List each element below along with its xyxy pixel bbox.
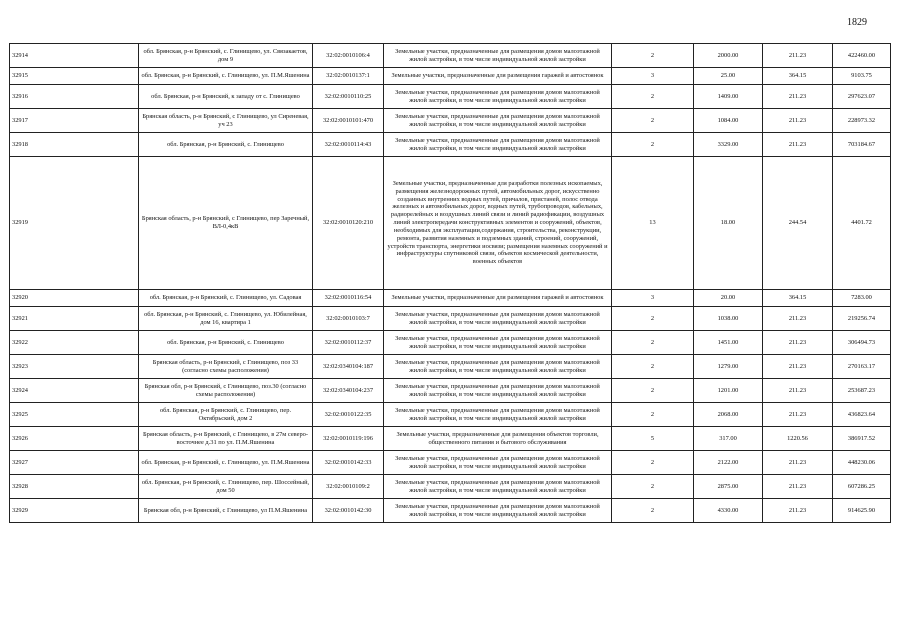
address-cell: обл. Брянская, р-н Брянский, с. Глинищево, ул. Садовая	[139, 290, 313, 307]
rate-cell: 244.54	[763, 157, 833, 290]
rate-cell: 211.23	[763, 379, 833, 403]
rate-cell: 364.15	[763, 68, 833, 85]
use-code-cell: 2	[612, 44, 694, 68]
area-cell: 1279.00	[694, 355, 763, 379]
address-cell: Брянская область, р-н Брянский, с Глинищево, ул Сиреневая, уч 23	[139, 109, 313, 133]
use-code-cell: 2	[612, 331, 694, 355]
rate-cell: 211.23	[763, 307, 833, 331]
land-use-cell: Земельные участки, предназначенные для размещения гаражей и автостоянок	[384, 68, 612, 85]
address-cell: Брянская область, р-н Брянский, с Глинищево, поз 33 (согласно схемы расположения)	[139, 355, 313, 379]
address-cell: обл. Брянская, р-н Брянский, с. Глинищево, ул. Связакаетов, дом 9	[139, 44, 313, 68]
use-code-cell: 2	[612, 307, 694, 331]
cadastral-number-cell: 32:02:0010137:1	[313, 68, 384, 85]
table-row	[10, 85, 891, 109]
area-cell: 2068.00	[694, 403, 763, 427]
cadastral-value-cell: 607286.25	[833, 475, 891, 499]
cadastral-number-cell: 32:02:0010103:7	[313, 307, 384, 331]
rate-cell: 211.23	[763, 109, 833, 133]
cadastral-value-cell: 436823.64	[833, 403, 891, 427]
cadastral-number-cell: 32:02:0010120:210	[313, 157, 384, 290]
area-cell: 2875.00	[694, 475, 763, 499]
use-code-cell: 2	[612, 499, 694, 523]
area-cell: 1451.00	[694, 331, 763, 355]
table-row	[10, 475, 891, 499]
land-use-cell: Земельные участки, предназначенные для размещения домов малоэтажной жилой застройки, в том числе индивидуальной жилой застройки	[384, 133, 612, 157]
land-use-cell: Земельные участки, предназначенные для размещения домов малоэтажной жилой застройки, в том числе индивидуальной жилой застройки	[384, 451, 612, 475]
use-code-cell: 2	[612, 85, 694, 109]
address-cell: обл. Брянская, р-н Брянский, к западу от с. Глинищево	[139, 85, 313, 109]
address-cell: Брянская область, р-н Брянский, с Глинищево, в 27м северо-восточнее д.31 по ул. П.М.Яшенина	[139, 427, 313, 451]
cadastral-value-cell: 386917.52	[833, 427, 891, 451]
use-code-cell: 5	[612, 427, 694, 451]
use-code-cell: 3	[612, 68, 694, 85]
address-cell: обл. Брянская, р-н Брянский, с. Глинищево, пер. Шоссейный, дом 50	[139, 475, 313, 499]
cadastral-value-cell: 914625.90	[833, 499, 891, 523]
area-cell: 317.00	[694, 427, 763, 451]
table-row	[10, 307, 891, 331]
row-number: 32922	[10, 331, 139, 355]
land-use-cell: Земельные участки, предназначенные для размещения домов малоэтажной жилой застройки, в том числе индивидуальной жилой застройки	[384, 331, 612, 355]
use-code-cell: 2	[612, 133, 694, 157]
cadastral-number-cell: 32:02:0010112:37	[313, 331, 384, 355]
land-use-cell: Земельные участки, предназначенные для размещения домов малоэтажной жилой застройки, в том числе индивидуальной жилой застройки	[384, 85, 612, 109]
row-number: 32923	[10, 355, 139, 379]
rate-cell: 211.23	[763, 499, 833, 523]
table-row	[10, 109, 891, 133]
area-cell: 1084.00	[694, 109, 763, 133]
cadastral-number-cell: 32:02:0010109:2	[313, 475, 384, 499]
use-code-cell: 2	[612, 355, 694, 379]
table-row	[10, 355, 891, 379]
rate-cell: 1220.56	[763, 427, 833, 451]
row-number: 32919	[10, 157, 139, 290]
page-number: 1829	[847, 17, 867, 28]
rate-cell: 211.23	[763, 475, 833, 499]
cadastral-number-cell: 32:02:0010101:470	[313, 109, 384, 133]
address-cell: Брянская область, р-н Брянский, с Глинищево, пер Заречный, ВЛ-0,4кВ	[139, 157, 313, 290]
rate-cell: 211.23	[763, 403, 833, 427]
address-cell: Брянская обл, р-н Брянский, с Глинищево, поз.30 (согласно схемы расположения)	[139, 379, 313, 403]
table-row	[10, 331, 891, 355]
address-cell: Брянская обл, р-н Брянский, с Глинищево, ул П.М.Яшенина	[139, 499, 313, 523]
cadastral-number-cell: 32:02:0010122:35	[313, 403, 384, 427]
cadastral-value-cell: 4401.72	[833, 157, 891, 290]
row-number: 32927	[10, 451, 139, 475]
land-use-cell: Земельные участки, предназначенные для размещения домов малоэтажной жилой застройки, в том числе индивидуальной жилой застройки	[384, 379, 612, 403]
cadastral-value-cell: 219256.74	[833, 307, 891, 331]
row-number: 32916	[10, 85, 139, 109]
table-row	[10, 499, 891, 523]
cadastral-number-cell: 32:02:0340104:237	[313, 379, 384, 403]
use-code-cell: 3	[612, 290, 694, 307]
land-use-cell: Земельные участки, предназначенные для размещения домов малоэтажной жилой застройки, в том числе индивидуальной жилой застройки	[384, 475, 612, 499]
use-code-cell: 2	[612, 451, 694, 475]
row-number: 32920	[10, 290, 139, 307]
table-row	[10, 157, 891, 290]
cadastral-value-cell: 9103.75	[833, 68, 891, 85]
row-number: 32928	[10, 475, 139, 499]
row-number: 32915	[10, 68, 139, 85]
land-use-cell: Земельные участки, предназначенные для размещения домов малоэтажной жилой застройки, в том числе индивидуальной жилой застройки	[384, 109, 612, 133]
use-code-cell: 13	[612, 157, 694, 290]
use-code-cell: 2	[612, 379, 694, 403]
land-use-cell: Земельные участки, предназначенные для разработки полезных ископаемых, размещения железнодорожных путей, автомобильных дорог, искусственно созданных внутренних водных путей, причалов, пристаней, полос отвода железных и автомобильных дорог, водных путей, трубопроводов, кабельных, радиорелейных и воздушных линий связи и линий радиофикации, воздушных линий электропередачи конструктивных элементов и сооружений, объектов, необходимых для эксплуатации,содержания, строительства, реконструкции, ремонта, развития наземных и подземных зданий, строений, сооружений, устройств транспорта, энергетики иосвязи; размещения наземных сооружений и инфраструктуры спутниковой связи, объектов космической деятельности, военных объектов	[384, 157, 612, 290]
address-cell: обл. Брянская, р-н Брянский, с. Глинищево	[139, 133, 313, 157]
row-number: 32917	[10, 109, 139, 133]
cadastral-value-cell: 422460.00	[833, 44, 891, 68]
cadastral-number-cell: 32:02:0010110:25	[313, 85, 384, 109]
cadastral-number-cell: 32:02:0010142:33	[313, 451, 384, 475]
land-use-cell: Земельные участки, предназначенные для размещения объектов торговли, общественного питания и бытового обслуживания	[384, 427, 612, 451]
table-row	[10, 290, 891, 307]
rate-cell: 211.23	[763, 44, 833, 68]
land-use-cell: Земельные участки, предназначенные для размещения домов малоэтажной жилой застройки, в том числе индивидуальной жилой застройки	[384, 403, 612, 427]
area-cell: 4330.00	[694, 499, 763, 523]
use-code-cell: 2	[612, 475, 694, 499]
cadastral-value-cell: 306494.73	[833, 331, 891, 355]
table-row	[10, 68, 891, 85]
rate-cell: 211.23	[763, 355, 833, 379]
row-number: 32929	[10, 499, 139, 523]
cadastral-value-cell: 270163.17	[833, 355, 891, 379]
cadastral-number-cell: 32:02:0010114:43	[313, 133, 384, 157]
area-cell: 25.00	[694, 68, 763, 85]
row-number: 32924	[10, 379, 139, 403]
address-cell: обл. Брянская, р-н Брянский, с. Глинищево, пер. Октябрьский, дом 2	[139, 403, 313, 427]
land-use-cell: Земельные участки, предназначенные для размещения домов малоэтажной жилой застройки, в том числе индивидуальной жилой застройки	[384, 499, 612, 523]
table-body	[10, 44, 891, 523]
land-use-cell: Земельные участки, предназначенные для размещения домов малоэтажной жилой застройки, в том числе индивидуальной жилой застройки	[384, 355, 612, 379]
table-row	[10, 133, 891, 157]
address-cell: обл. Брянская, р-н Брянский, с. Глинищево, ул. П.М.Яшенина	[139, 68, 313, 85]
cadastral-number-cell: 32:02:0010119:196	[313, 427, 384, 451]
cadastral-value-cell: 7283.00	[833, 290, 891, 307]
address-cell: обл. Брянская, р-н Брянский, с. Глинищево, ул. П.М.Яшенина	[139, 451, 313, 475]
table-row	[10, 44, 891, 68]
table-row	[10, 451, 891, 475]
rate-cell: 211.23	[763, 331, 833, 355]
cadastral-value-table	[9, 43, 891, 523]
cadastral-value-cell: 448230.06	[833, 451, 891, 475]
cadastral-number-cell: 32:02:0010116:54	[313, 290, 384, 307]
cadastral-value-cell: 253687.23	[833, 379, 891, 403]
cadastral-value-cell: 297623.07	[833, 85, 891, 109]
table-row	[10, 427, 891, 451]
address-cell: обл. Брянская, р-н Брянский, с. Глинищево	[139, 331, 313, 355]
area-cell: 2122.00	[694, 451, 763, 475]
cadastral-number-cell: 32:02:0010142:30	[313, 499, 384, 523]
area-cell: 20.00	[694, 290, 763, 307]
land-use-cell: Земельные участки, предназначенные для размещения домов малоэтажной жилой застройки, в том числе индивидуальной жилой застройки	[384, 44, 612, 68]
area-cell: 2000.00	[694, 44, 763, 68]
table-row	[10, 379, 891, 403]
cadastral-value-cell: 703184.67	[833, 133, 891, 157]
row-number: 32918	[10, 133, 139, 157]
land-use-cell: Земельные участки, предназначенные для размещения домов малоэтажной жилой застройки, в том числе индивидуальной жилой застройки	[384, 307, 612, 331]
cadastral-number-cell: 32:02:0340104:187	[313, 355, 384, 379]
row-number: 32926	[10, 427, 139, 451]
table-row	[10, 403, 891, 427]
land-use-cell: Земельные участки, предназначенные для размещения гаражей и автостоянок	[384, 290, 612, 307]
cadastral-number-cell: 32:02:0010106:4	[313, 44, 384, 68]
row-number: 32914	[10, 44, 139, 68]
area-cell: 1038.00	[694, 307, 763, 331]
rate-cell: 364.15	[763, 290, 833, 307]
rate-cell: 211.23	[763, 85, 833, 109]
area-cell: 1409.00	[694, 85, 763, 109]
use-code-cell: 2	[612, 403, 694, 427]
rate-cell: 211.23	[763, 133, 833, 157]
area-cell: 1201.00	[694, 379, 763, 403]
row-number: 32925	[10, 403, 139, 427]
area-cell: 3329.00	[694, 133, 763, 157]
use-code-cell: 2	[612, 109, 694, 133]
address-cell: обл. Брянская, р-н Брянский, с. Глинищево, ул. Юбилейная, дом 16, квартира 1	[139, 307, 313, 331]
cadastral-value-cell: 228973.32	[833, 109, 891, 133]
area-cell: 18.00	[694, 157, 763, 290]
rate-cell: 211.23	[763, 451, 833, 475]
row-number: 32921	[10, 307, 139, 331]
